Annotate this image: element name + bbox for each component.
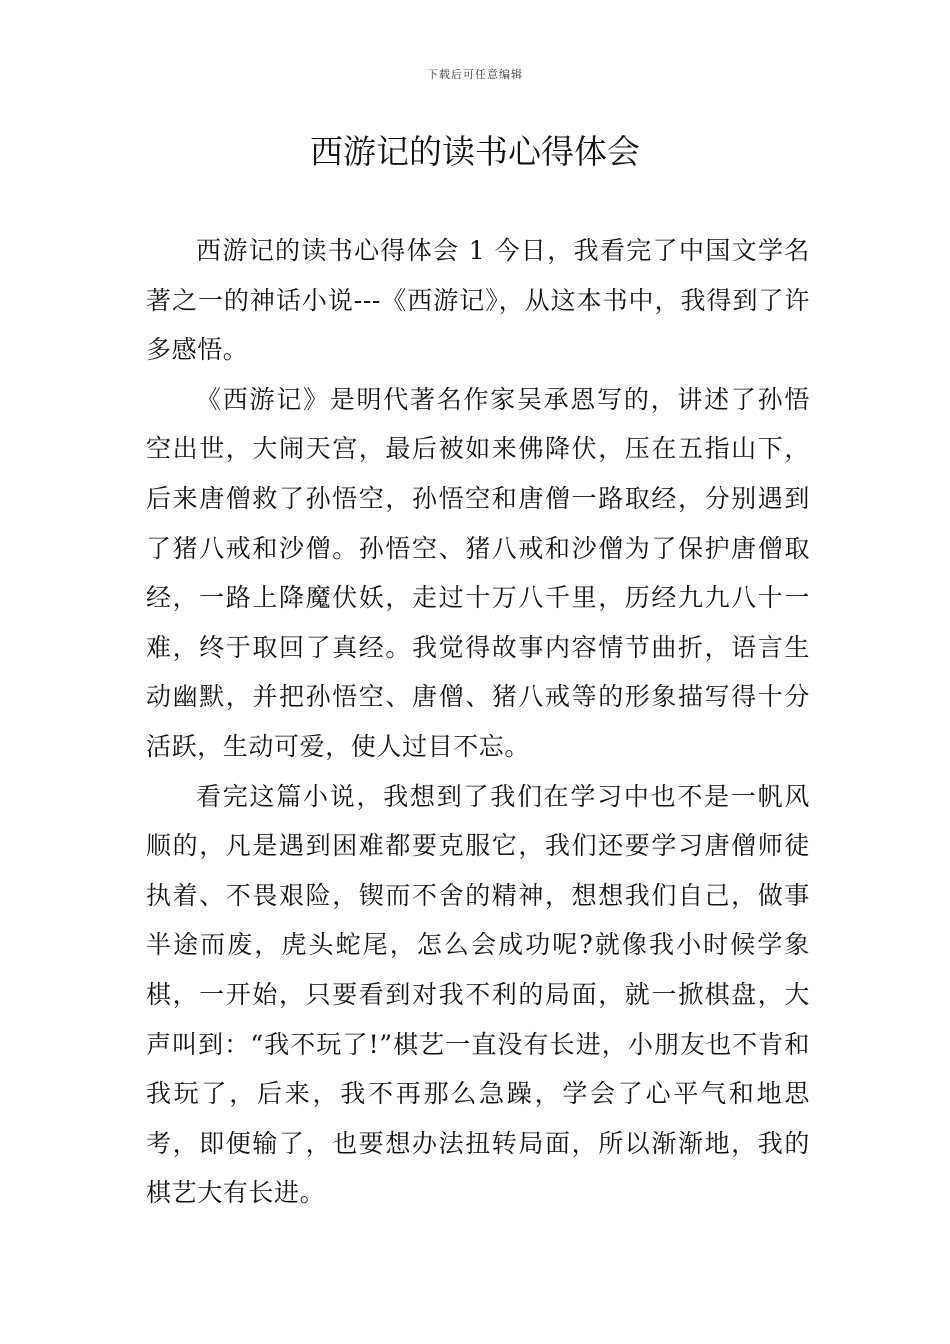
- paragraph-intro: 西游记的读书心得体会 1 今日，我看完了中国文学名著之一的神话小说---《西游记》，从这本书中，我得到了许多感悟。: [146, 236, 810, 365]
- paragraph-reflection: 看完这篇小说，我想到了我们在学习中也不是一帆风顺的，凡是遇到困难都要克服它，我们还要学习唐僧师徒执着、不畏艰险，锲而不舍的精神，想想我们自己，做事半途而废，虎头蛇尾，怎么会成功呢?就像我小时候学象棋，一开始，只要看到对我不利的局面，就一掀棋盘，大声叫到：“我不玩了!”棋艺一直没有长进，小朋友也不肯和我玩了，后来，我不再那么急躁，学会了心平气和地思考，即便输了，也要想办法扭转局面，所以渐渐地，我的棋艺大有长进。: [146, 781, 810, 1208]
- page-header-note: 下载后可任意编辑: [427, 68, 523, 81]
- document-body: [146, 226, 810, 1218]
- paragraph-summary: 《西游记》是明代著名作家吴承恩写的，讲述了孙悟空出世，大闹天宫，最后被如来佛降伏，压在五指山下，后来唐僧救了孙悟空，孙悟空和唐僧一路取经，分别遇到了猪八戒和沙僧。孙悟空、猪八戒和沙僧为了保护唐僧取经，一路上降魔伏妖，走过十万八千里，历经九九八十一难，终于取回了真经。我觉得故事内容情节曲折，语言生动幽默，并把孙悟空、唐僧、猪八戒等的形象描写得十分活跃，生动可爱，使人过目不忘。: [146, 384, 810, 761]
- document-title: 西游记的读书心得体会: [310, 132, 640, 171]
